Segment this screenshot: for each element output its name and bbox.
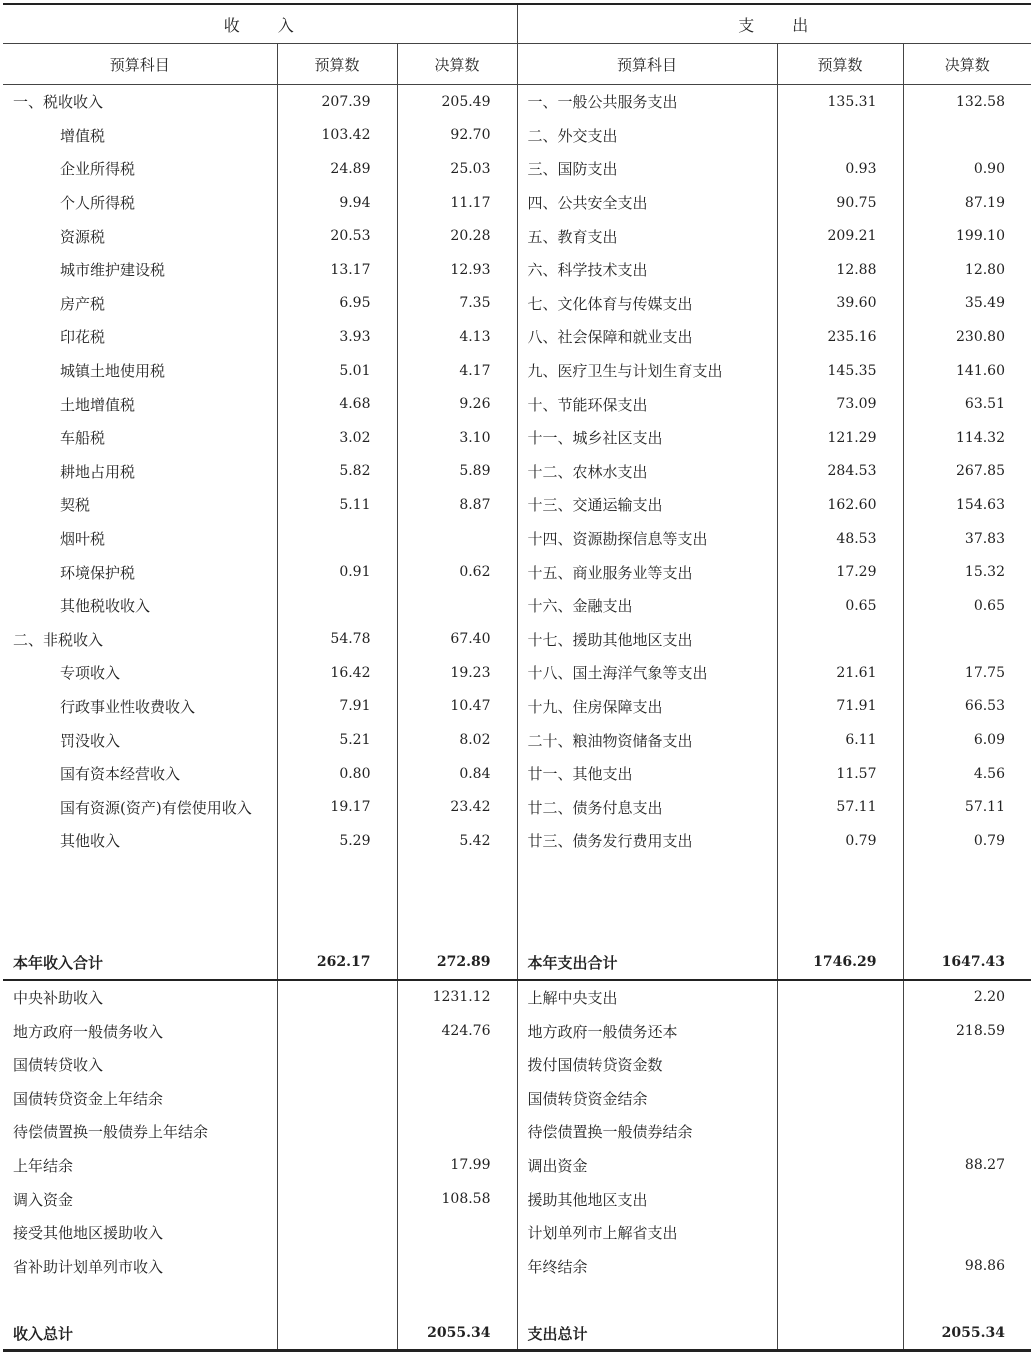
expense-budget-cell: 145.35 — [777, 354, 903, 388]
main-body — [3, 85, 1031, 1351]
expense-subject-cell: 七、文化体育与传媒支出 — [517, 287, 777, 321]
table-row — [3, 1081, 1031, 1115]
income-final-cell: 67.40 — [397, 623, 517, 657]
expense-final-cell: 37.83 — [903, 522, 1031, 556]
table-row — [3, 387, 1031, 421]
income-budget-cell: 24.89 — [277, 152, 397, 186]
expense-subject-cell: 一、一般公共服务支出 — [517, 85, 777, 119]
transfer-out-final: 88.27 — [903, 1149, 1031, 1183]
expense-budget-cell: 17.29 — [777, 555, 903, 589]
income-final-cell: 20.28 — [397, 219, 517, 253]
income-budget-cell: 4.68 — [277, 387, 397, 421]
expense-final-cell: 0.65 — [903, 589, 1031, 623]
empty-cell — [3, 1283, 277, 1317]
transfer-out-budget — [777, 980, 903, 1015]
income-final-cell: 4.13 — [397, 320, 517, 354]
expense-final-cell: 57.11 — [903, 790, 1031, 824]
income-budget-cell: 0.91 — [277, 555, 397, 589]
expense-final-cell: 17.75 — [903, 656, 1031, 690]
transfer-out-final: 2.20 — [903, 980, 1031, 1015]
table-row — [3, 253, 1031, 287]
income-subject-cell: 二、非税收入 — [3, 623, 277, 657]
income-subject-cell: 个人所得税 — [3, 186, 277, 220]
empty-cell — [397, 912, 517, 946]
table-row — [3, 1182, 1031, 1216]
income-final-header: 决算数 — [397, 44, 517, 85]
expense-final-cell: 0.79 — [903, 824, 1031, 858]
income-subject-cell: 企业所得税 — [3, 152, 277, 186]
income-subject-cell: 环境保护税 — [3, 555, 277, 589]
expense-budget-cell: 284.53 — [777, 455, 903, 489]
income-subject-cell: 其他税收收入 — [3, 589, 277, 623]
expense-budget-cell: 48.53 — [777, 522, 903, 556]
income-subject-cell: 国有资本经营收入 — [3, 757, 277, 791]
income-year-total-budget: 262.17 — [277, 946, 397, 980]
transfer-in-label: 上年结余 — [3, 1149, 277, 1183]
expense-subject-cell: 十二、农林水支出 — [517, 455, 777, 489]
expense-group-header: 支 出 — [517, 4, 1031, 44]
income-subject-cell: 车船税 — [3, 421, 277, 455]
transfer-in-budget — [277, 1182, 397, 1216]
income-final-cell: 11.17 — [397, 186, 517, 220]
income-subject-cell: 城市维护建设税 — [3, 253, 277, 287]
spacer-row — [3, 912, 1031, 946]
income-subject-cell: 房产税 — [3, 287, 277, 321]
transfer-out-final: 218.59 — [903, 1014, 1031, 1048]
transfer-out-label: 待偿债置换一般债券结余 — [517, 1115, 777, 1149]
expense-subject-cell: 十七、援助其他地区支出 — [517, 623, 777, 657]
income-final-cell: 8.87 — [397, 488, 517, 522]
income-subject-header: 预算科目 — [3, 44, 277, 85]
expense-budget-cell: 162.60 — [777, 488, 903, 522]
empty-cell — [777, 1283, 903, 1317]
income-budget-cell: 16.42 — [277, 656, 397, 690]
expense-budget-cell: 73.09 — [777, 387, 903, 421]
transfer-out-budget — [777, 1115, 903, 1149]
expense-subject-cell: 十九、住房保障支出 — [517, 690, 777, 724]
empty-cell — [277, 912, 397, 946]
transfer-out-budget — [777, 1048, 903, 1082]
expense-budget-cell: 0.79 — [777, 824, 903, 858]
empty-cell — [777, 912, 903, 946]
transfer-out-budget — [777, 1014, 903, 1048]
grand-total-row — [3, 1317, 1031, 1351]
expense-subject-cell: 廿二、债务付息支出 — [517, 790, 777, 824]
empty-cell — [3, 912, 277, 946]
empty-cell — [277, 858, 397, 912]
transfer-in-budget — [277, 1249, 397, 1283]
expense-budget-cell: 12.88 — [777, 253, 903, 287]
income-subject-cell: 资源税 — [3, 219, 277, 253]
transfer-in-budget — [277, 1081, 397, 1115]
expense-final-cell: 132.58 — [903, 85, 1031, 119]
empty-cell — [397, 858, 517, 912]
transfer-out-budget — [777, 1216, 903, 1250]
income-budget-cell: 5.01 — [277, 354, 397, 388]
table-row — [3, 555, 1031, 589]
income-final-cell — [397, 589, 517, 623]
income-final-cell: 92.70 — [397, 119, 517, 153]
income-subject-cell: 国有资源(资产)有偿使用收入 — [3, 790, 277, 824]
expense-budget-header: 预算数 — [777, 44, 903, 85]
table-row — [3, 656, 1031, 690]
expense-subject-cell: 十五、商业服务业等支出 — [517, 555, 777, 589]
expense-final-cell: 4.56 — [903, 757, 1031, 791]
transfer-out-label: 上解中央支出 — [517, 980, 777, 1015]
expense-budget-cell: 235.16 — [777, 320, 903, 354]
income-budget-cell: 5.21 — [277, 723, 397, 757]
income-budget-cell: 5.11 — [277, 488, 397, 522]
income-budget-cell — [277, 522, 397, 556]
transfer-in-final: 17.99 — [397, 1149, 517, 1183]
empty-cell — [903, 858, 1031, 912]
expense-subject-cell: 廿三、债务发行费用支出 — [517, 824, 777, 858]
income-final-cell: 4.17 — [397, 354, 517, 388]
transfer-out-label: 调出资金 — [517, 1149, 777, 1183]
income-subject-cell: 印花税 — [3, 320, 277, 354]
transfer-out-final — [903, 1115, 1031, 1149]
expense-budget-cell: 21.61 — [777, 656, 903, 690]
transfer-in-budget — [277, 980, 397, 1015]
income-grand-total-budget — [277, 1317, 397, 1351]
transfer-in-final — [397, 1115, 517, 1149]
expense-budget-cell: 6.11 — [777, 723, 903, 757]
income-group-header: 收 入 — [3, 4, 517, 44]
transfer-in-final — [397, 1048, 517, 1082]
table-row — [3, 219, 1031, 253]
income-subject-cell: 专项收入 — [3, 656, 277, 690]
transfer-in-label: 地方政府一般债务收入 — [3, 1014, 277, 1048]
expense-budget-cell — [777, 119, 903, 153]
expense-final-cell: 114.32 — [903, 421, 1031, 455]
expense-grand-total-final: 2055.34 — [903, 1317, 1031, 1351]
transfer-in-budget — [277, 1115, 397, 1149]
transfer-in-budget — [277, 1014, 397, 1048]
expense-budget-cell: 57.11 — [777, 790, 903, 824]
table-row — [3, 354, 1031, 388]
income-final-cell: 3.10 — [397, 421, 517, 455]
transfer-in-budget — [277, 1216, 397, 1250]
expense-subject-cell: 十八、国土海洋气象等支出 — [517, 656, 777, 690]
transfer-in-budget — [277, 1048, 397, 1082]
table-row — [3, 690, 1031, 724]
expense-final-cell — [903, 623, 1031, 657]
expense-subject-cell: 五、教育支出 — [517, 219, 777, 253]
expense-subject-cell: 十、节能环保支出 — [517, 387, 777, 421]
year-total-row — [3, 946, 1031, 980]
income-final-cell: 5.89 — [397, 455, 517, 489]
expense-year-total-label: 本年支出合计 — [517, 946, 777, 980]
income-year-total-final: 272.89 — [397, 946, 517, 980]
income-subject-cell: 土地增值税 — [3, 387, 277, 421]
income-budget-cell: 54.78 — [277, 623, 397, 657]
table-row — [3, 287, 1031, 321]
income-budget-cell: 0.80 — [277, 757, 397, 791]
income-subject-cell: 契税 — [3, 488, 277, 522]
empty-cell — [903, 912, 1031, 946]
transfer-in-label: 国债转贷资金上年结余 — [3, 1081, 277, 1115]
table-row — [3, 455, 1031, 489]
income-year-total-label: 本年收入合计 — [3, 946, 277, 980]
expense-final-cell: 0.90 — [903, 152, 1031, 186]
table-row — [3, 320, 1031, 354]
transfer-in-final — [397, 1249, 517, 1283]
expense-budget-cell: 0.93 — [777, 152, 903, 186]
table-row — [3, 85, 1031, 119]
table-row — [3, 1115, 1031, 1149]
transfer-in-label: 调入资金 — [3, 1182, 277, 1216]
expense-subject-header: 预算科目 — [517, 44, 777, 85]
expense-budget-cell: 121.29 — [777, 421, 903, 455]
income-final-cell: 8.02 — [397, 723, 517, 757]
income-budget-header: 预算数 — [277, 44, 397, 85]
empty-cell — [517, 858, 777, 912]
table-row — [3, 723, 1031, 757]
transfer-in-final — [397, 1081, 517, 1115]
expense-subject-cell: 六、科学技术支出 — [517, 253, 777, 287]
expense-year-total-budget: 1746.29 — [777, 946, 903, 980]
expense-subject-cell: 十六、金融支出 — [517, 589, 777, 623]
transfer-out-label: 地方政府一般债务还本 — [517, 1014, 777, 1048]
expense-subject-cell: 二、外交支出 — [517, 119, 777, 153]
transfer-out-label: 国债转贷资金结余 — [517, 1081, 777, 1115]
income-subject-cell: 一、税收收入 — [3, 85, 277, 119]
expense-grand-total-budget — [777, 1317, 903, 1351]
empty-cell — [277, 1283, 397, 1317]
empty-cell — [517, 1283, 777, 1317]
income-subject-cell: 增值税 — [3, 119, 277, 153]
transfer-in-label: 接受其他地区援助收入 — [3, 1216, 277, 1250]
table-row — [3, 522, 1031, 556]
income-final-cell: 10.47 — [397, 690, 517, 724]
expense-final-cell: 15.32 — [903, 555, 1031, 589]
transfer-in-label: 省补助计划单列市收入 — [3, 1249, 277, 1283]
empty-cell — [903, 1283, 1031, 1317]
expense-budget-cell — [777, 623, 903, 657]
expense-final-header: 决算数 — [903, 44, 1031, 85]
table-row — [3, 589, 1031, 623]
budget-table — [3, 3, 1031, 1352]
income-budget-cell: 9.94 — [277, 186, 397, 220]
expense-final-cell: 63.51 — [903, 387, 1031, 421]
expense-budget-cell: 39.60 — [777, 287, 903, 321]
income-budget-cell: 7.91 — [277, 690, 397, 724]
income-final-cell: 23.42 — [397, 790, 517, 824]
expense-final-cell: 87.19 — [903, 186, 1031, 220]
transfer-out-label: 计划单列市上解省支出 — [517, 1216, 777, 1250]
transfer-out-label: 援助其他地区支出 — [517, 1182, 777, 1216]
expense-final-cell: 199.10 — [903, 219, 1031, 253]
income-budget-cell: 103.42 — [277, 119, 397, 153]
spacer-row — [3, 858, 1031, 912]
income-final-cell: 25.03 — [397, 152, 517, 186]
table-row — [3, 1048, 1031, 1082]
expense-subject-cell: 十三、交通运输支出 — [517, 488, 777, 522]
income-final-cell: 5.42 — [397, 824, 517, 858]
income-budget-cell: 5.29 — [277, 824, 397, 858]
transfer-in-label: 待偿债置换一般债券上年结余 — [3, 1115, 277, 1149]
transfer-out-budget — [777, 1182, 903, 1216]
expense-final-cell — [903, 119, 1031, 153]
transfer-in-final — [397, 1216, 517, 1250]
spacer-row — [3, 1283, 1031, 1317]
table-row — [3, 152, 1031, 186]
transfer-in-budget — [277, 1149, 397, 1183]
income-final-cell — [397, 522, 517, 556]
transfer-out-label: 拨付国债转贷资金数 — [517, 1048, 777, 1082]
income-final-cell: 0.62 — [397, 555, 517, 589]
table-row — [3, 790, 1031, 824]
expense-subject-cell: 二十、粮油物资储备支出 — [517, 723, 777, 757]
empty-cell — [517, 912, 777, 946]
expense-final-cell: 230.80 — [903, 320, 1031, 354]
transfer-out-budget — [777, 1149, 903, 1183]
income-subject-cell: 城镇土地使用税 — [3, 354, 277, 388]
income-budget-cell: 13.17 — [277, 253, 397, 287]
income-grand-total-final: 2055.34 — [397, 1317, 517, 1351]
income-subject-cell: 其他收入 — [3, 824, 277, 858]
expense-subject-cell: 十四、资源勘探信息等支出 — [517, 522, 777, 556]
table-row — [3, 1216, 1031, 1250]
table-row — [3, 1014, 1031, 1048]
transfer-out-final — [903, 1081, 1031, 1115]
table-row — [3, 980, 1031, 1015]
empty-cell — [3, 858, 277, 912]
income-final-cell: 9.26 — [397, 387, 517, 421]
expense-final-cell: 12.80 — [903, 253, 1031, 287]
expense-budget-cell: 11.57 — [777, 757, 903, 791]
expense-final-cell: 154.63 — [903, 488, 1031, 522]
transfer-in-label: 国债转贷收入 — [3, 1048, 277, 1082]
table-row — [3, 1249, 1031, 1283]
expense-budget-cell: 0.65 — [777, 589, 903, 623]
income-subject-cell: 罚没收入 — [3, 723, 277, 757]
expense-budget-cell: 90.75 — [777, 186, 903, 220]
income-subject-cell: 耕地占用税 — [3, 455, 277, 489]
transfer-out-final: 98.86 — [903, 1249, 1031, 1283]
income-final-cell: 0.84 — [397, 757, 517, 791]
table-row — [3, 824, 1031, 858]
empty-cell — [397, 1283, 517, 1317]
expense-budget-cell: 71.91 — [777, 690, 903, 724]
transfer-out-final — [903, 1048, 1031, 1082]
income-budget-cell: 19.17 — [277, 790, 397, 824]
income-final-cell: 19.23 — [397, 656, 517, 690]
table-row — [3, 421, 1031, 455]
income-final-cell: 7.35 — [397, 287, 517, 321]
income-final-cell: 12.93 — [397, 253, 517, 287]
table-row — [3, 119, 1031, 153]
income-budget-cell: 6.95 — [277, 287, 397, 321]
income-budget-cell — [277, 589, 397, 623]
transfer-in-final: 108.58 — [397, 1182, 517, 1216]
expense-subject-cell: 十一、城乡社区支出 — [517, 421, 777, 455]
expense-final-cell: 267.85 — [903, 455, 1031, 489]
expense-subject-cell: 八、社会保障和就业支出 — [517, 320, 777, 354]
expense-subject-cell: 四、公共安全支出 — [517, 186, 777, 220]
income-final-cell: 205.49 — [397, 85, 517, 119]
expense-subject-cell: 廿一、其他支出 — [517, 757, 777, 791]
table-row — [3, 623, 1031, 657]
transfer-out-final — [903, 1182, 1031, 1216]
income-budget-cell: 5.82 — [277, 455, 397, 489]
table-row — [3, 757, 1031, 791]
expense-final-cell: 141.60 — [903, 354, 1031, 388]
transfer-in-final: 1231.12 — [397, 980, 517, 1015]
expense-final-cell: 35.49 — [903, 287, 1031, 321]
income-budget-cell: 20.53 — [277, 219, 397, 253]
table-row — [3, 186, 1031, 220]
transfer-in-final: 424.76 — [397, 1014, 517, 1048]
transfer-out-budget — [777, 1249, 903, 1283]
empty-cell — [777, 858, 903, 912]
table-row — [3, 1149, 1031, 1183]
income-subject-cell: 烟叶税 — [3, 522, 277, 556]
income-grand-total-label: 收入总计 — [3, 1317, 277, 1351]
transfer-out-label: 年终结余 — [517, 1249, 777, 1283]
income-budget-cell: 3.02 — [277, 421, 397, 455]
expense-final-cell: 6.09 — [903, 723, 1031, 757]
table-row — [3, 488, 1031, 522]
expense-grand-total-label: 支出总计 — [517, 1317, 777, 1351]
expense-subject-cell: 九、医疗卫生与计划生育支出 — [517, 354, 777, 388]
transfer-out-final — [903, 1216, 1031, 1250]
expense-subject-cell: 三、国防支出 — [517, 152, 777, 186]
expense-budget-cell: 135.31 — [777, 85, 903, 119]
income-budget-cell: 3.93 — [277, 320, 397, 354]
expense-budget-cell: 209.21 — [777, 219, 903, 253]
income-budget-cell: 207.39 — [277, 85, 397, 119]
transfer-out-budget — [777, 1081, 903, 1115]
transfer-in-label: 中央补助收入 — [3, 980, 277, 1015]
expense-year-total-final: 1647.43 — [903, 946, 1031, 980]
income-subject-cell: 行政事业性收费收入 — [3, 690, 277, 724]
expense-final-cell: 66.53 — [903, 690, 1031, 724]
